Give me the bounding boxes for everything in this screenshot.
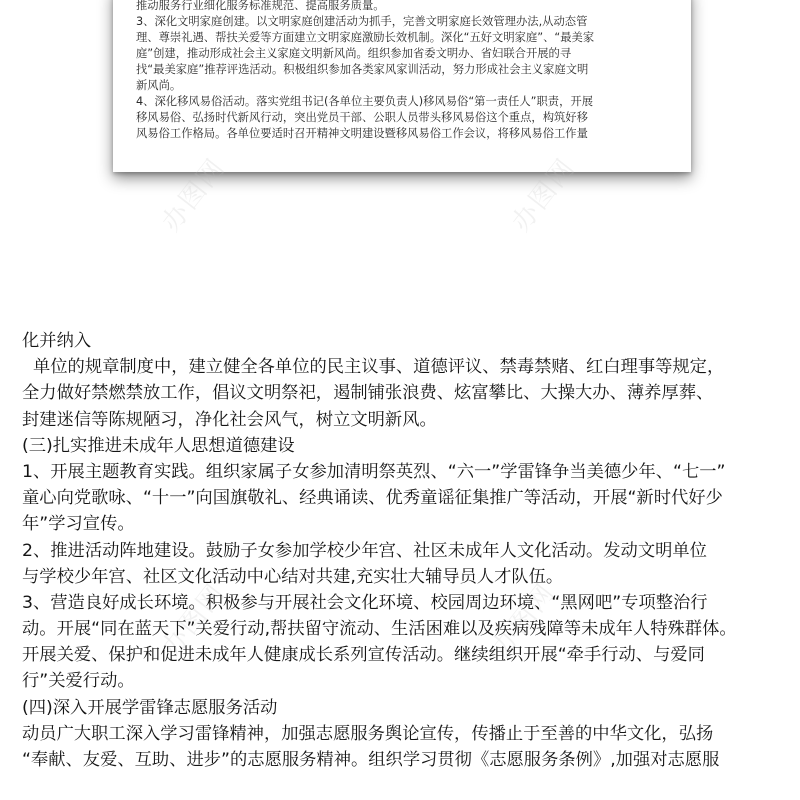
body-line: 行”关爱行动。 [22,671,135,692]
watermark: 办图网 [506,152,582,238]
body-line: 开展关爱、保护和促进未成年人健康成长系列宣传活动。继续组织开展“牵手行动、与爱同 [22,645,705,666]
body-line: 2、推进活动阵地建设。鼓励子女参加学校少年宫、社区未成年人文化活动。发动文明单位 [22,540,707,561]
watermark: 办图网 [156,152,232,238]
card-line: 推动服务行业细化服务标准规范、提高服务质量。 [136,0,385,12]
card-line: 新风尚。 [136,79,182,92]
body-line: “奉献、友爱、互助、进步”的志愿服务精神。组织学习贯彻《志愿服务条例》,加强对志愿服 [22,750,720,770]
section-heading: (四)深入开展学雷锋志愿服务活动 [22,697,278,718]
document-body [22,328,792,773]
card-line: 找“最美家庭”推荐评选活动。积极组织参加各类家风家训活动，努力形成社会主义家庭文明 [136,63,589,76]
document-page-thumbnail [113,0,691,172]
body-line: 1、开展主题教育实践。组织家属子女参加清明祭英烈、“六一”学雷锋争当美德少年、“七一” [22,461,726,482]
watermark: 办图网 [486,577,562,663]
body-line: 动员广大职工深入学习雷锋精神，加强志愿服务舆论宣传，传播止于至善的中华文化，弘扬 [22,723,714,744]
body-line: 全力做好禁燃禁放工作，倡议文明祭祀，遏制铺张浪费、炫富攀比、大操大办、薄养厚葬、 [22,383,714,404]
body-line: 3、营造良好成长环境。积极参与开展社会文化环境、校园周边环境、“黑网吧”专项整治行 [22,592,708,613]
body-line: 年”学习宣传。 [22,514,135,535]
section-heading: (三)扎实推进未成年人思想道德建设 [22,435,295,456]
document-preview-area [0,0,800,320]
card-line: 理、尊崇礼遇、帮扶关爱等方面建立文明家庭激励长效机制。深化“五好文明家庭”、“最美家 [136,31,595,44]
body-line: 童心向党歌咏、“十一”向国旗敬礼、经典诵读、优秀童谣征集推广等活动，开展“新时代好少 [22,488,723,509]
body-line: 动。开展“同在蓝天下”关爱行动,帮扶留守流动、生活困难以及疾病残障等未成年人特殊群体。 [22,619,737,640]
card-line: 风易俗工作格局。各单位要适时召开精神文明建设暨移风易俗工作会议，将移风易俗工作量 [136,127,588,140]
watermark: 办图网 [156,577,232,663]
card-line: 4、深化移风易俗活动。落实党组书记(各单位主要负责人)移风易俗“第一责任人”职责，开展 [136,95,593,108]
body-line: 与学校少年宫、社区文化活动中心结对共建,充实壮大辅导员人才队伍。 [22,566,564,587]
card-line: 3、深化文明家庭创建。以文明家庭创建活动为抓手，完善文明家庭长效管理办法,从动态管 [136,15,588,28]
card-line: 庭”创建，推动形成社会主义家庭文明新风尚。组织参加省委文明办、省妇联合开展的寻 [136,47,572,60]
body-line: 封建迷信等陈规陋习，净化社会风气，树立文明新风。 [22,409,437,430]
body-line: 单位的规章制度中，建立健全各单位的民主议事、道德评议、禁毒禁赌、红白理事等规定， [22,357,725,378]
card-line: 移风易俗、弘扬时代新风行动，突出党员干部、公职人员带头移风易俗这个重点，构筑好移 [136,111,588,124]
body-line: 化并纳入 [22,331,92,351]
